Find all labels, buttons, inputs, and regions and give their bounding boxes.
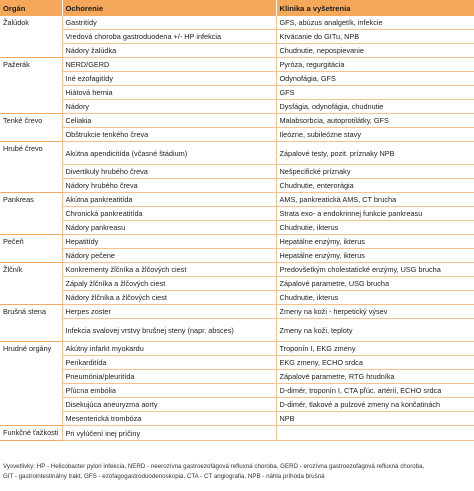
- organ-cell: Žlčník: [0, 263, 62, 305]
- disease-cell: Nádory pečene: [62, 249, 276, 263]
- organ-cell: Žalúdok: [0, 16, 62, 58]
- disease-cell: Hepatitídy: [62, 235, 276, 249]
- clinic-cell: [276, 426, 474, 441]
- organ-cell: Hrubé črevo: [0, 142, 62, 193]
- header-clinic: Klinika a vyšetrenia: [276, 0, 474, 16]
- clinic-cell: Dysfágia, odynofágia, chudnutie: [276, 100, 474, 114]
- disease-cell: Nádory hrubého čreva: [62, 179, 276, 193]
- disease-cell: Obštrukcie tenkého čreva: [62, 128, 276, 142]
- disease-cell: Chronická pankreatitída: [62, 207, 276, 221]
- disease-cell: Nádory pankreasu: [62, 221, 276, 235]
- clinic-cell: Chudnutie, ikterus: [276, 221, 474, 235]
- organ-cell: Pankreas: [0, 193, 62, 235]
- organ-cell: Hrudné orgány: [0, 342, 62, 426]
- disease-cell: Pneumónia/pleuritída: [62, 370, 276, 384]
- disease-cell: Divertikuly hrubého čreva: [62, 165, 276, 179]
- table-row: [0, 356, 474, 370]
- table-row: [0, 128, 474, 142]
- disease-cell: Zápaly žlčníka a žlčových ciest: [62, 277, 276, 291]
- clinic-cell: EKG zmeny, ECHO srdca: [276, 356, 474, 370]
- table-row: [0, 412, 474, 426]
- table-row: [0, 398, 474, 412]
- clinic-cell: D-dimér, troponín I, CTA pľúc. artérií, ECHO srdca: [276, 384, 474, 398]
- footnote-line-2: GIT - gastrointestinálny trakt, GFS - ezofagogastroduodenoskopia, CTA - CT angiografia, NPB - náhla príhoda brušná: [3, 473, 325, 480]
- organ-cell: Funkčné ťažkosti: [0, 426, 62, 441]
- table-row: [0, 426, 474, 441]
- disease-cell: Nádory žlčníka a žlčových ciest: [62, 291, 276, 305]
- disease-cell: NERD/GERD: [62, 58, 276, 72]
- clinic-cell: Nešpecifické príznaky: [276, 165, 474, 179]
- clinic-cell: Zmeny na koži, teploty: [276, 319, 474, 342]
- disease-cell: Hiátová hernia: [62, 86, 276, 100]
- clinic-cell: Odynofágia, GFS: [276, 72, 474, 86]
- disease-cell: Akútny infarkt myokardu: [62, 342, 276, 356]
- organ-cell: Pečeň: [0, 235, 62, 263]
- clinic-cell: Hepatálne enzýmy, ikterus: [276, 249, 474, 263]
- table-row: [0, 16, 474, 30]
- organ-cell: Brušná stena: [0, 305, 62, 342]
- clinic-cell: D-dimér, tlakové a pulzové zmeny na končatinách: [276, 398, 474, 412]
- disease-cell: Gastritídy: [62, 16, 276, 30]
- clinic-cell: Hepatálne enzýmy, ikterus: [276, 235, 474, 249]
- table-row: [0, 370, 474, 384]
- table-row: [0, 72, 474, 86]
- table-row: [0, 44, 474, 58]
- disease-cell: Perikarditída: [62, 356, 276, 370]
- clinic-cell: Zmeny na koži - herpetický výsev: [276, 305, 474, 319]
- clinic-cell: Zápalové testy, pozit. príznaky NPB: [276, 142, 474, 165]
- header-row: [0, 0, 474, 16]
- disease-cell: Nádory žalúdka: [62, 44, 276, 58]
- organ-cell: Pažerák: [0, 58, 62, 114]
- disease-cell: Infekcia svalovej vrstvy brušnej steny (napr. absces): [62, 319, 276, 342]
- table-row: [0, 342, 474, 356]
- clinic-cell: GFS, abúzus analgetík, infekcie: [276, 16, 474, 30]
- table-row: [0, 221, 474, 235]
- table-row: [0, 207, 474, 221]
- table-row: [0, 384, 474, 398]
- disease-cell: Herpes zoster: [62, 305, 276, 319]
- table-row: [0, 319, 474, 342]
- clinic-cell: Predovšetkým cholestatické enzýmy, USG brucha: [276, 263, 474, 277]
- table-row: [0, 179, 474, 193]
- clinic-cell: Krvácanie do GITu, NPB: [276, 30, 474, 44]
- table-row: [0, 277, 474, 291]
- table-row: [0, 114, 474, 128]
- table-row: [0, 58, 474, 72]
- clinic-cell: AMS, pankreatická AMS, CT brucha: [276, 193, 474, 207]
- clinic-cell: Chudnutie, enterorágia: [276, 179, 474, 193]
- table-row: [0, 142, 474, 165]
- clinic-cell: Troponín I, EKG zmeny: [276, 342, 474, 356]
- table-row: [0, 291, 474, 305]
- clinic-cell: Zápalové parametre, RTG hrudníka: [276, 370, 474, 384]
- clinic-cell: Malabsorbcia, autoprotilátky, GFS: [276, 114, 474, 128]
- disease-cell: Iné ezofagitídy: [62, 72, 276, 86]
- table-row: [0, 193, 474, 207]
- disease-cell: Mesenterická trombóza: [62, 412, 276, 426]
- disease-cell: Pľúcna embólia: [62, 384, 276, 398]
- clinic-cell: Zápalové parametre, USG brucha: [276, 277, 474, 291]
- table-row: [0, 305, 474, 319]
- table-row: [0, 30, 474, 44]
- organ-cell: Tenké črevo: [0, 114, 62, 142]
- table-row: [0, 165, 474, 179]
- table-row: [0, 86, 474, 100]
- disease-cell: Pri vylúčení inej príčiny: [62, 426, 276, 441]
- clinic-cell: Pyróza, regurgitácia: [276, 58, 474, 72]
- disease-cell: Disekujúca aneuryzma aorty: [62, 398, 276, 412]
- disease-cell: Vredová choroba gastroduodena +/- HP infekcia: [62, 30, 276, 44]
- footnote-line-1: Vysvetlivky: HP - Helicobacter pylori infekcia, NERD - neerozívna gastroezofágová refluxná choroba, GERD - erozívna gastroezofágová refluxná choroba,: [3, 463, 425, 470]
- disease-cell: Akútna pankreatitída: [62, 193, 276, 207]
- footnote: [3, 462, 473, 482]
- table-row: [0, 249, 474, 263]
- disease-cell: Celiakia: [62, 114, 276, 128]
- disease-cell: Akútna apendicitída (včasné štádium): [62, 142, 276, 165]
- header-disease: Ochorenie: [62, 0, 276, 16]
- clinic-cell: GFS: [276, 86, 474, 100]
- table-row: [0, 100, 474, 114]
- disease-cell: Konkrementy žlčníka a žlčových ciest: [62, 263, 276, 277]
- header-organ: Orgán: [0, 0, 62, 16]
- clinic-cell: Ileózne, subileózne stavy: [276, 128, 474, 142]
- clinic-cell: Chudnutie, nepospievanie: [276, 44, 474, 58]
- clinic-cell: Chudnutie, ikterus: [276, 291, 474, 305]
- disease-cell: Nádory: [62, 100, 276, 114]
- clinic-cell: Strata exo- a endokrinnej funkcie pankreasu: [276, 207, 474, 221]
- table-row: [0, 263, 474, 277]
- table-row: [0, 235, 474, 249]
- clinic-cell: NPB: [276, 412, 474, 426]
- table-body: [0, 16, 474, 441]
